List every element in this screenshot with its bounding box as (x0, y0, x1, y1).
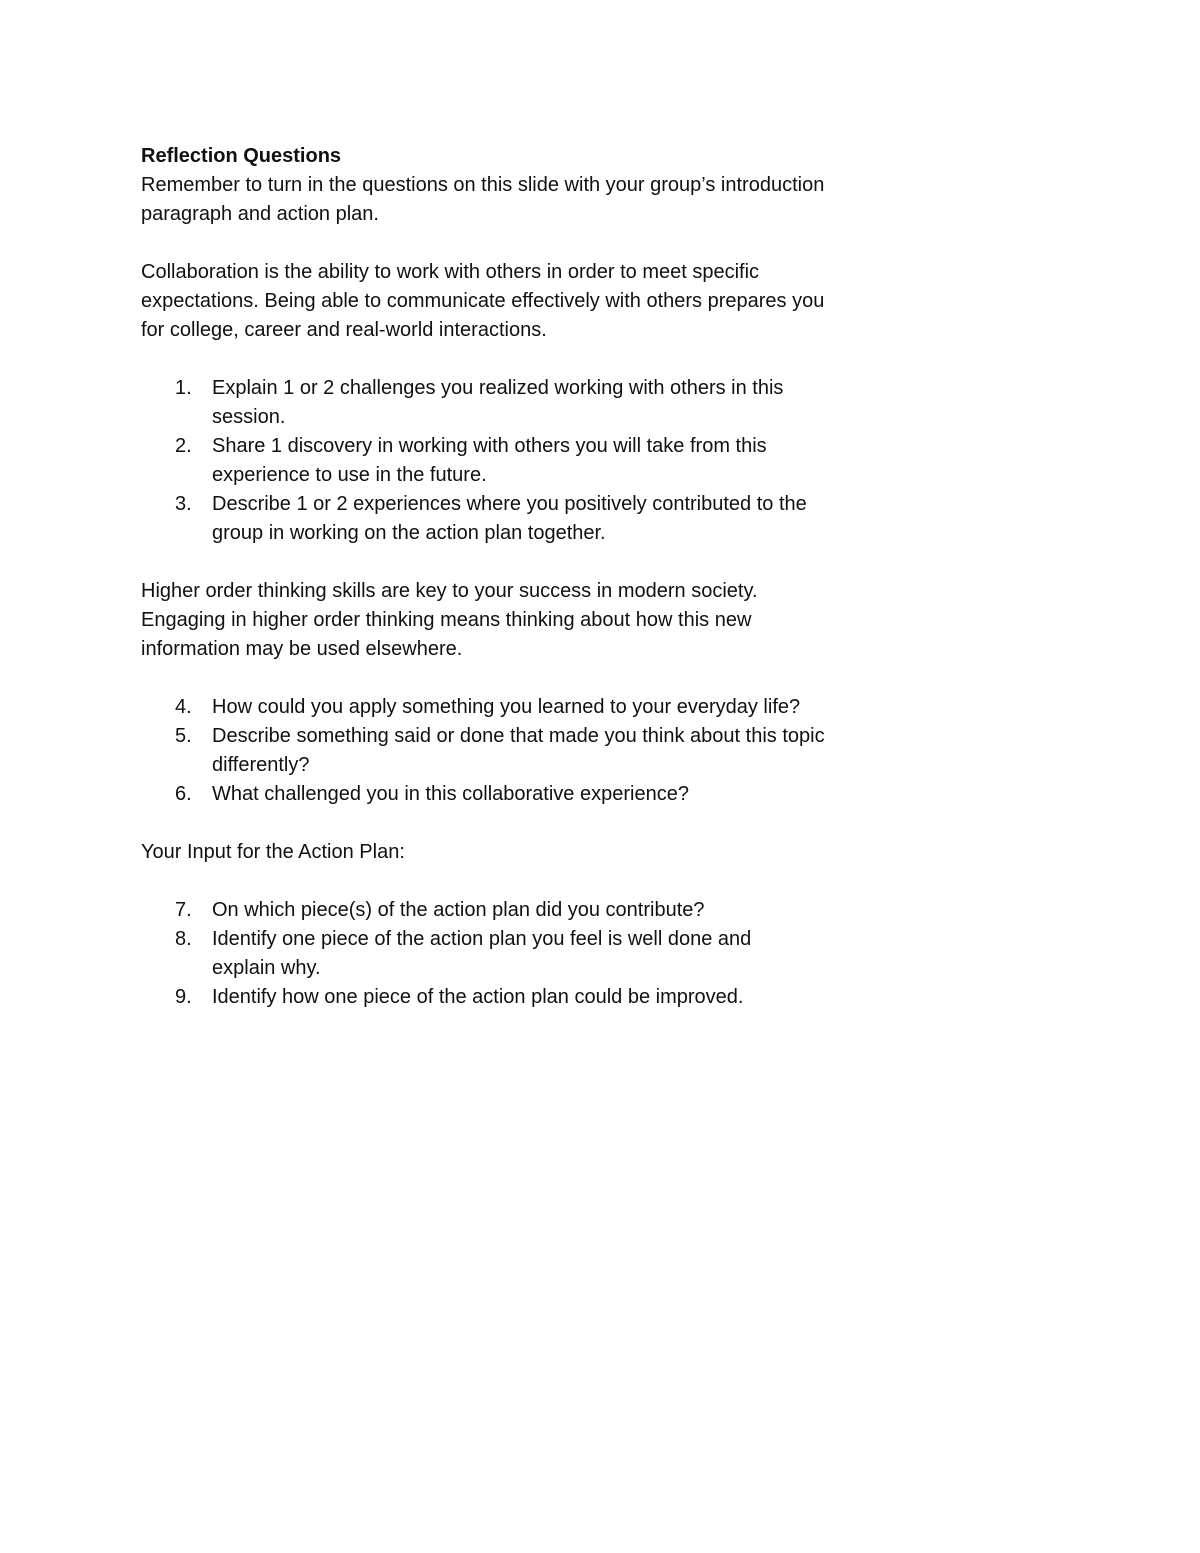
action-plan-question-list (141, 896, 841, 1012)
question-number: 1. (175, 377, 192, 399)
document-body (141, 142, 921, 1012)
question-number: 5. (175, 725, 192, 747)
question-number: 3. (175, 493, 192, 515)
question-number: 9. (175, 986, 192, 1008)
question-number: 4. (175, 696, 192, 718)
list-item (141, 925, 841, 983)
question-text: Identify how one piece of the action plan could be improved. (212, 986, 744, 1008)
question-text: Describe 1 or 2 experiences where you positively contributed to the group in working on the action plan together. (212, 493, 807, 544)
list-item (141, 896, 841, 925)
list-item (141, 432, 841, 490)
question-text: Share 1 discovery in working with others you will take from this experience to use in the future. (212, 435, 767, 486)
question-text: What challenged you in this collaborative experience? (212, 783, 689, 805)
question-text: On which piece(s) of the action plan did you contribute? (212, 899, 705, 921)
question-text: Explain 1 or 2 challenges you realized working with others in this session. (212, 377, 784, 428)
question-text: Describe something said or done that made you think about this topic differently? (212, 725, 825, 776)
question-text: How could you apply something you learned to your everyday life? (212, 696, 801, 718)
question-number: 6. (175, 783, 192, 805)
question-number: 7. (175, 899, 192, 921)
action-plan-heading: Your Input for the Action Plan: (141, 841, 405, 863)
collaboration-paragraph: Collaboration is the ability to work with others in order to meet specific expectations. Being able to communicate effectively with others prepares you for college, career and real-world interactions. (141, 261, 825, 341)
question-number: 8. (175, 928, 192, 950)
thinking-question-list (141, 693, 841, 809)
collaboration-question-list (141, 374, 841, 548)
list-item (141, 780, 841, 809)
question-number: 2. (175, 435, 192, 457)
list-item (141, 693, 841, 722)
thinking-paragraph: Higher order thinking skills are key to your success in modern society. Engaging in higher order thinking means thinking about how this new information may be used elsewhere. (141, 580, 758, 660)
list-item (141, 983, 841, 1012)
question-text: Identify one piece of the action plan you feel is well done and explain why. (212, 928, 752, 979)
intro-text: Remember to turn in the questions on this slide with your group’s introduction paragraph and action plan. (141, 174, 825, 225)
list-item (141, 374, 841, 432)
document-title: Reflection Questions (141, 145, 342, 167)
list-item (141, 722, 841, 780)
list-item (141, 490, 841, 548)
